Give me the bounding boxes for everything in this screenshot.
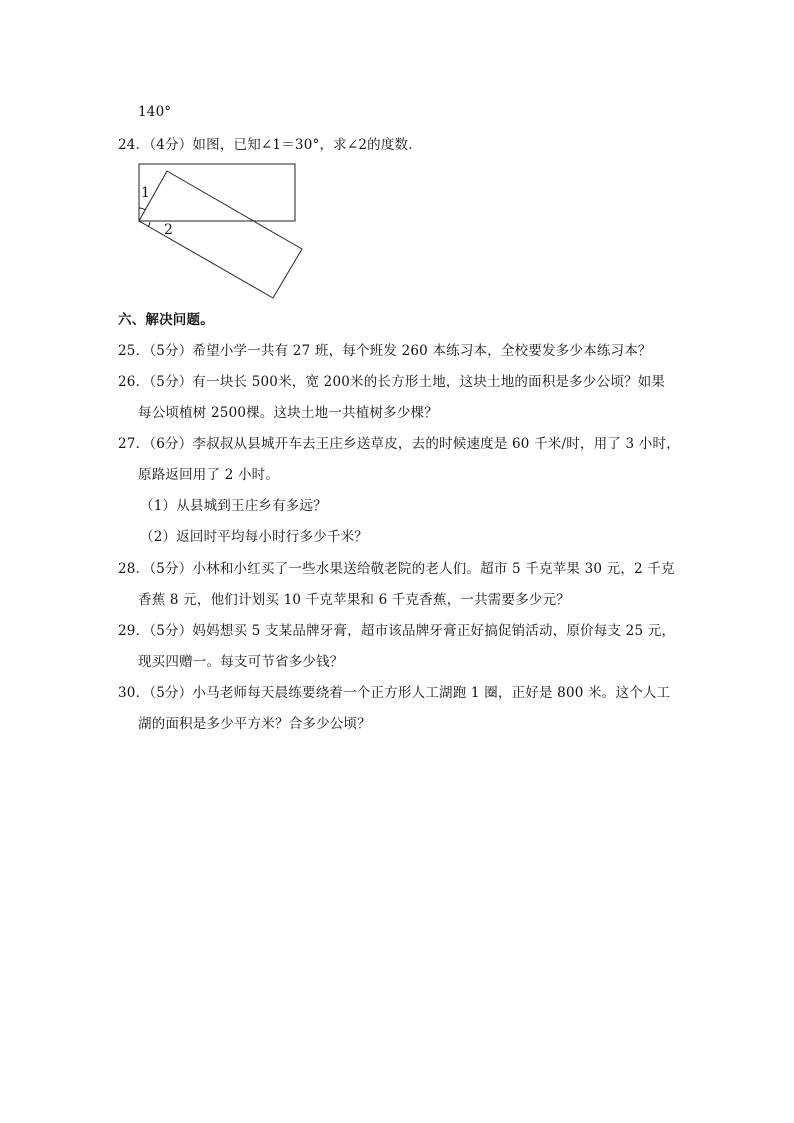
question-26-line2: 每公顷植树 2500棵。这块土地一共植树多少棵？ bbox=[138, 405, 438, 421]
question-30-line1: 30．（5分）小马老师每天晨练要绕着一个正方形人工湖跑 1 圈，正好是 800 米。这个人工 bbox=[118, 685, 671, 701]
question-27-sub2: （2）返回时平均每小时行多少千米？ bbox=[140, 529, 368, 545]
question-28-line2: 香蕉 8 元，他们计划买 10 千克苹果和 6 千克香蕉，一共需要多少元？ bbox=[138, 592, 571, 608]
horizontal-rectangle bbox=[139, 164, 295, 221]
answer-remnant: 140° bbox=[138, 104, 172, 120]
angle-2-label: 2 bbox=[164, 222, 173, 238]
rectangles-figure bbox=[134, 158, 314, 303]
question-29-line1: 29．（5分）妈妈想买 5 支某品牌牙膏，超市该品牌牙膏正好搞促销活动，原价每支 25 元， bbox=[118, 623, 676, 639]
question-26-line1: 26．（5分）有一块长 500米，宽 200米的长方形土地，这块土地的面积是多少公顷？如果 bbox=[118, 374, 666, 390]
question-30-line2: 湖的面积是多少平方米？合多少公顷？ bbox=[138, 716, 371, 732]
question-29-line2: 现买四赠一。每支可节省多少钱？ bbox=[138, 654, 344, 670]
question-28-line1: 28．（5分）小林和小红买了一些水果送给敬老院的老人们。超市 5 千克苹果 30 元，2 千克 bbox=[118, 561, 675, 577]
angle-2-arc bbox=[148, 222, 150, 227]
question-27-line2: 原路返回用了 2 小时。 bbox=[138, 467, 280, 483]
question-27-line1: 27．（6分）李叔叔从县城开车去王庄乡送草皮，去的时候速度是 60 千米/时，用了 3 小时， bbox=[118, 436, 680, 452]
question-27-sub1: （1）从县城到王庄乡有多远？ bbox=[140, 498, 327, 514]
section-heading: 六、解决问题。 bbox=[118, 312, 214, 328]
question-24: 24．（4分）如图，已知∠1＝30°，求∠2的度数． bbox=[118, 137, 422, 153]
question-25: 25．（5分）希望小学一共有 27 班，每个班发 260 本练习本，全校要发多少本练习本？ bbox=[118, 343, 652, 359]
angle-1-label: 1 bbox=[141, 185, 150, 201]
angle-1-arc bbox=[139, 208, 146, 210]
